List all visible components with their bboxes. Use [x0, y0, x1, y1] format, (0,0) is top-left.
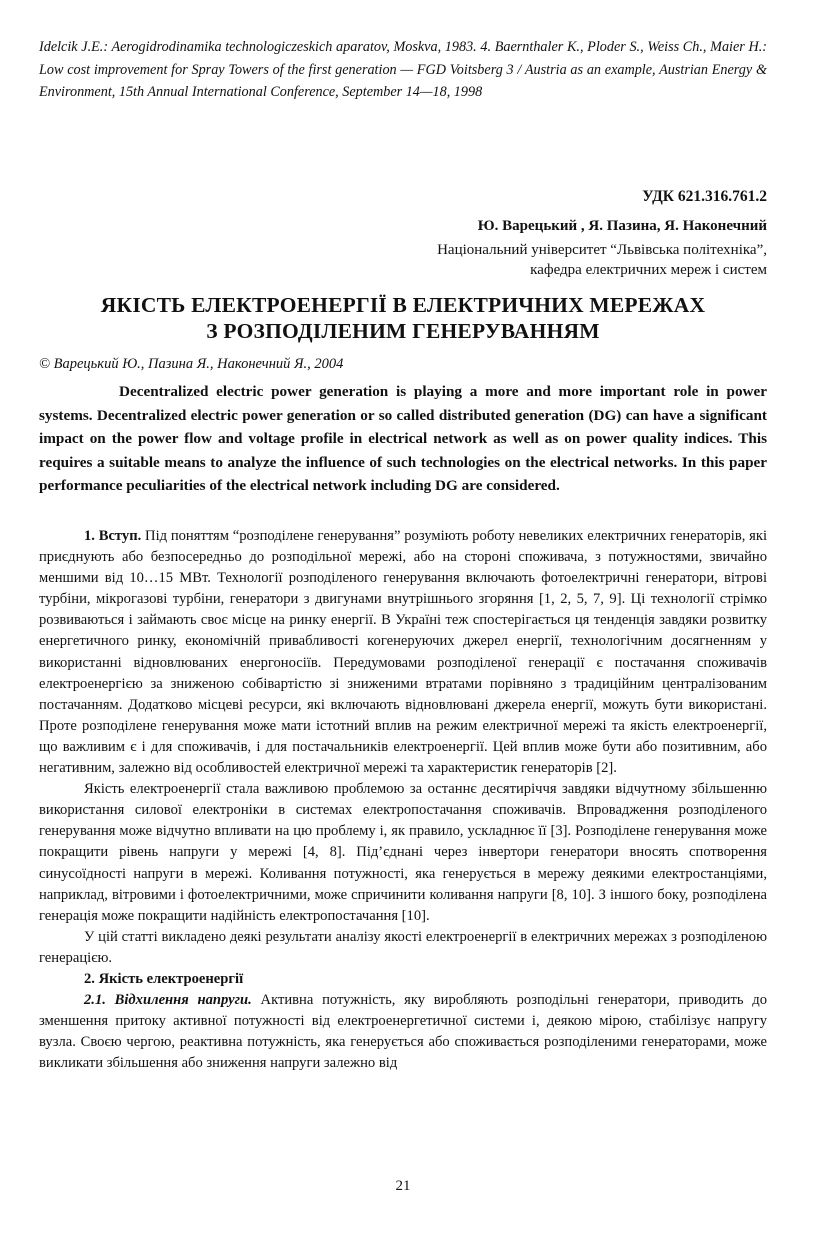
paragraph-introduction-text: Під поняттям “розподілене генерування” розуміють роботу невеликих електричних генераторів, які приєднують або безпосередньо до розподільної мережі, або на стороні споживача, з потужностями, звичайно меншими від 10…15 МВт. Технології розподіленого генерування включають фотоелектричні генератори, вітрові турбіни, мікрогазові турбіни, генератори з двигунами внутрішнього згоряння [1, 2, 5, 7, 9]. Ці технології стрімко розвиваються і займають своє місце на ринку енергії. В Україні теж спостерігається ця тенденція завдяки розвитку енергетичного ринку, економічній привабливості когенеруючих джерел енергії, технологічним досягненням у використанні відновлюваних енергоносіїв. Передумовами розподіленої генерації є постачання споживачів електроенергією за зниженою собівартістю зі зниженими втратами порівняно з традиційним централізованим постачанням. Додатково місцеві ресурси, які включають відновлювані джерела енергії, можуть бути використані. Проте розподілене генерування може мати істотний вплив на режим електричної мережі та якість електроенергії, що важливим є і для споживачів, і для постачальників електроенергії. Цей вплив може бути або позитивним, або негативним, залежно від особливостей електричної мережі та характеристик генераторів [2]. [39, 528, 768, 777]
section-1-heading: 1. Вступ. [84, 528, 142, 544]
copyright: © Варецький Ю., Пазина Я., Наконечний Я., 2004 [39, 356, 344, 372]
paragraph-voltage-deviation [39, 990, 767, 1074]
paragraph-introduction [39, 526, 767, 779]
affiliation-line-2: кафедра електричних мереж і систем [530, 262, 767, 278]
body-text [39, 526, 767, 1074]
reference-list-continuation: Idelcik J.E.: Aerogidrodinamika technologiczeskich aparatov, Moskva, 1983. 4. Baernthaler K., Ploder S., Weiss Ch., Maier H.: Low cost improvement for Spray Towers of the first generation — FGD Voitsberg 3 / Austria as an example, Austrian Energy & Environment, 15th Annual International Conference, September 14—18, 1998 [39, 39, 767, 100]
subsection-2-1-heading: 2.1. Відхилення напруги. [84, 992, 252, 1009]
title-line-1: ЯКІСТЬ ЕЛЕКТРОЕНЕРГІЇ В ЕЛЕКТРИЧНИХ МЕРЕЖАХ [100, 293, 706, 317]
section-2-heading-text: 2. Якість електроенергії [84, 970, 244, 987]
abstract: Decentralized electric power generation is playing a more and more important role in power systems. Decentralized electric power generation or so called distributed generation (DG) can have a significant impact on the power flow and voltage profile in electrical network as well as on power quality indices. This requires a suitable means to analyze the influence of such technologies on the electrical networks. In this paper performance peculiarities of the electrical network including DG are considered. [39, 383, 767, 495]
paragraph-article-scope: У цій статті викладено деякі результати аналізу якості електроенергії в електричних мережах з розподіленою генерацією. [39, 928, 767, 966]
page-number: 21 [395, 1178, 411, 1194]
section-2-heading [39, 969, 767, 990]
paragraph-voltage-deviation-text: Активна потужність, яку виробляють розподільні генератори, приводить до зменшення притоку активної потужності від електроенергетичної системи і, деякою мірою, стабілізує напругу вузла. Своєю чергою, реактивна потужність, яка генерується або споживається розподіленими генераторами, може викликати збільшення або зниження напруги залежно від [39, 992, 767, 1072]
paragraph-power-quality: Якість електроенергії стала важливою проблемою за останнє десятиріччя завдяки відчутному збільшенню використання силової електроніки в системах електропостачання споживачів. Впровадження розподіленого генерування може відчутно впливати на цю проблему і, як правило, ускладнює її [3]. Розподілене генерування може покращити рівень напруги у мережі [4, 8]. Під’єднані через інвертори генератори вносять спотворення синусоїдності напруги в мережі. Коливання потужності, яка генерується в мережу деякими електростанціями, наприклад, вітровими і фотоелектричними, може спричинити коливання напруги [8, 10]. З іншого боку, розподілена генерація може покращити надійність електропостачання [10]. [39, 781, 767, 924]
paper-title [39, 292, 767, 344]
affiliation-line-1: Національний університет “Львівська політехніка”, [437, 242, 767, 258]
udc-code: УДК 621.316.761.2 [642, 188, 767, 205]
authors: Ю. Варецький , Я. Пазина, Я. Наконечний [477, 218, 767, 234]
title-line-2: З РОЗПОДІЛЕНИМ ГЕНЕРУВАННЯМ [206, 319, 600, 343]
affiliation [207, 240, 767, 280]
